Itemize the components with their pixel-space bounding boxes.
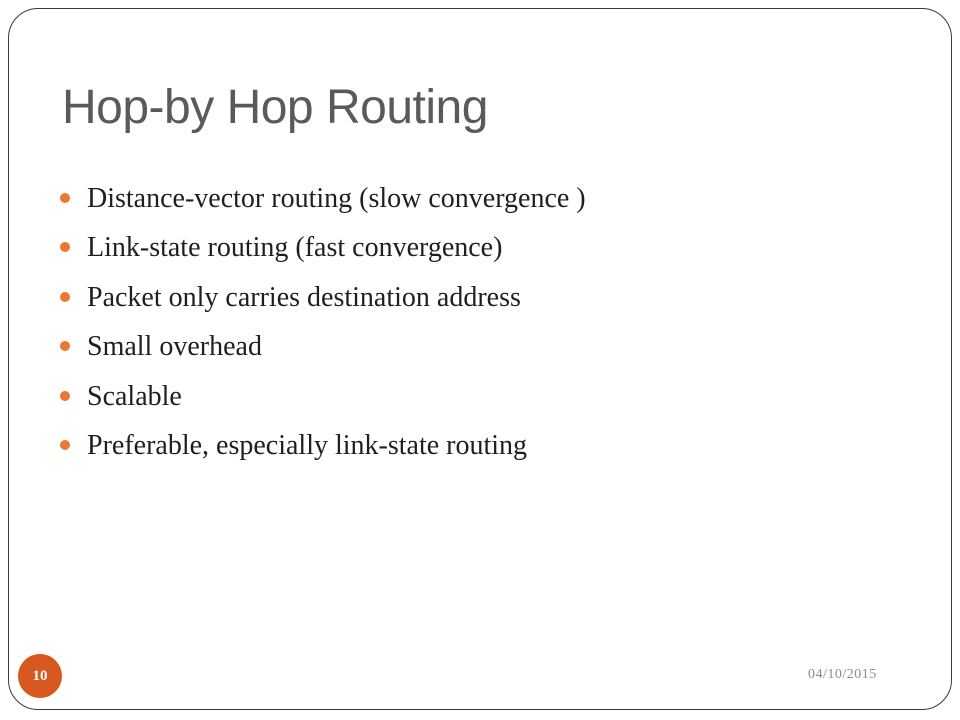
bullet-text: Scalable (87, 380, 182, 412)
bullet-dot-icon (60, 391, 70, 401)
bullet-item (60, 422, 586, 472)
bullet-text: Packet only carries destination address (87, 281, 521, 313)
bullet-item (60, 273, 586, 323)
slide-title: Hop-by Hop Routing (62, 81, 488, 134)
bullet-list (60, 174, 586, 471)
bullet-text: Link-state routing (fast convergence) (87, 232, 503, 264)
bullet-dot-icon (60, 193, 70, 203)
bullet-dot-icon (60, 341, 70, 351)
bullet-text: Small overhead (87, 331, 262, 363)
bullet-text: Distance-vector routing (slow convergence ) (87, 182, 586, 214)
bullet-dot-icon (60, 292, 70, 302)
bullet-item (60, 224, 586, 274)
bullet-item (60, 174, 586, 224)
bullet-dot-icon (60, 440, 70, 450)
bullet-item (60, 372, 586, 422)
bullet-dot-icon (60, 242, 70, 252)
page-number: 10 (32, 667, 48, 684)
bullet-item (60, 323, 586, 373)
page-number-badge (18, 654, 62, 698)
bullet-text: Preferable, especially link-state routing (87, 430, 528, 462)
slide-date: 04/10/2015 (808, 667, 877, 682)
